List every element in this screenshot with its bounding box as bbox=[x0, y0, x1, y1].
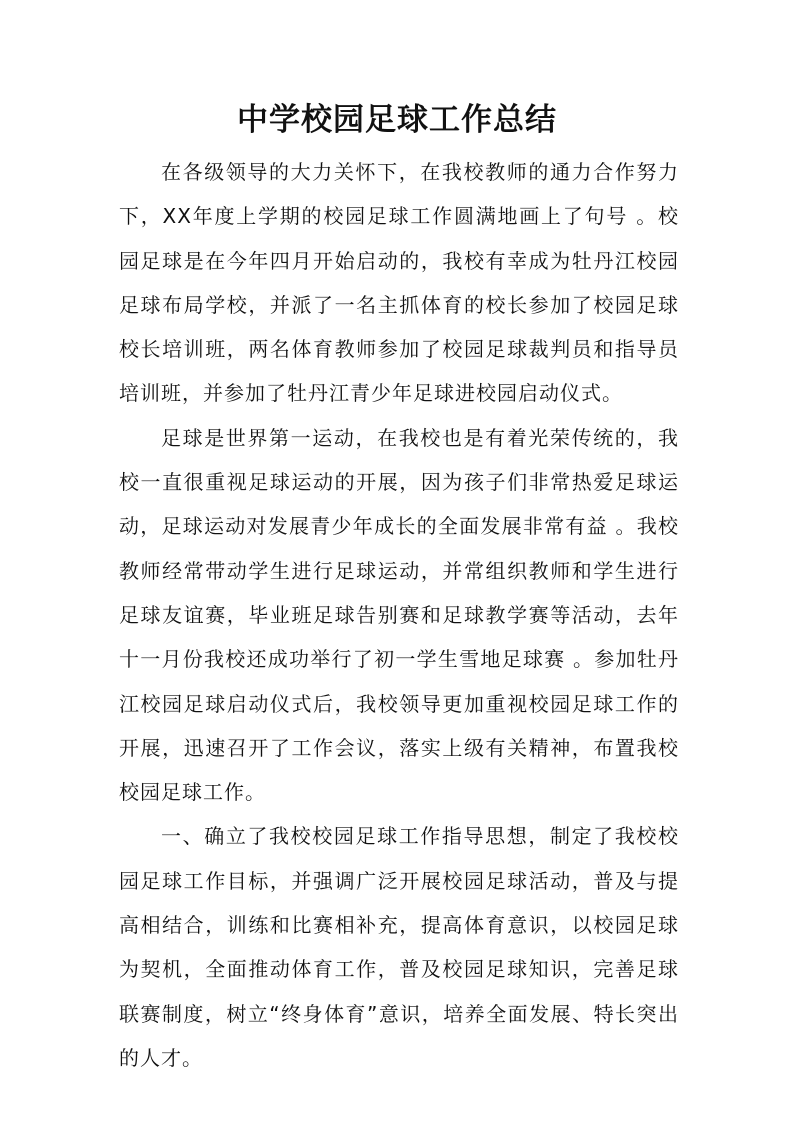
document-body bbox=[119, 150, 679, 1080]
paragraph-1: 在各级领导的大力关怀下，在我校教师的通力合作努力下，XX年度上学期的校园足球工作圆满地画上了句号 。校园足球是在今年四月开始启动的，我校有幸成为牡丹江校园足球布局学校，并派了一名主抓体育的校长参加了校园足球校长培训班，两名体育教师参加了校园足球裁判员和指导员培训班，并参加了牡丹江青少年足球进校园启动仪式。 bbox=[119, 160, 679, 406]
paragraph-3: 一、确立了我校校园足球工作指导思想，制定了我校校园足球工作目标，并强调广泛开展校园足球活动，普及与提高相结合，训练和比赛相补充，提高体育意识，以校园足球为契机，全面推动体育工作，普及校园足球知识，完善足球联赛制度，树立“终身体育”意识，培养全面发展、特长突出的人才。 bbox=[119, 824, 679, 1070]
page-title: 中学校园足球工作总结 bbox=[237, 102, 557, 138]
paragraph-2: 足球是世界第一运动，在我校也是有着光荣传统的，我校一直很重视足球运动的开展，因为孩子们非常热爱足球运动，足球运动对发展青少年成长的全面发展非常有益 。我校教师经常带动学生进行足球运动，并常组织教师和学生进行足球友谊赛，毕业班足球告别赛和足球教学赛等活动，去年十一月份我校还成功举行了初一学生雪地足球赛 。参加牡丹江校园足球启动仪式后，我校领导更加重视校园足球工作的开展，迅速召开了工作会议，落实上级有关精神，布置我校校园足球工作。 bbox=[119, 425, 679, 805]
